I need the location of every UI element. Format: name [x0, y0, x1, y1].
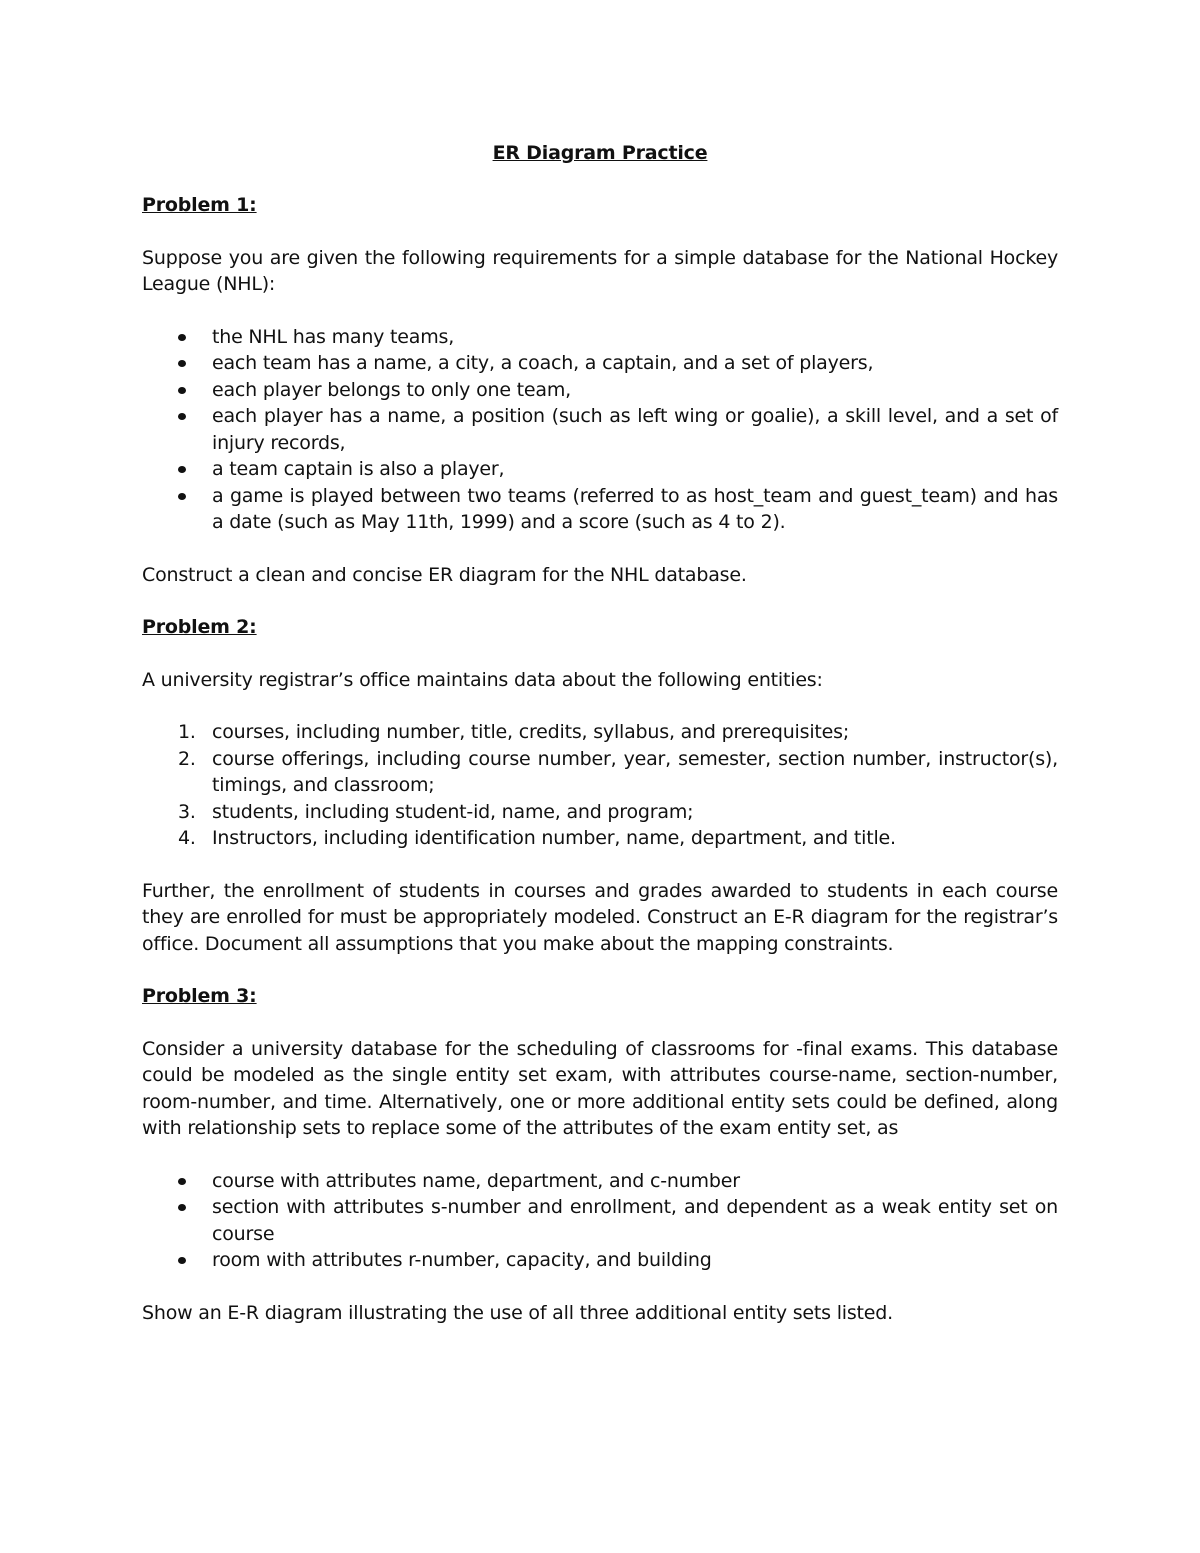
problem-3-entity-sets-list [142, 1168, 1058, 1274]
problem-1-requirements-list [142, 324, 1058, 536]
problem-3-task: Show an E-R diagram illustrating the use of all three additional entity sets listed. [142, 1301, 893, 1324]
list-item: course with attributes name, department, and c-number [142, 1168, 1058, 1195]
problem-2-section [142, 614, 1058, 957]
list-item-text: Instructors, including identification number, name, department, and title. [212, 827, 896, 849]
problem-1-section [142, 192, 1058, 588]
problem-1-heading: Problem 1: [142, 194, 257, 216]
list-item [142, 719, 1058, 746]
list-item [142, 825, 1058, 852]
list-item: the NHL has many teams, [142, 324, 1058, 351]
list-item: a team captain is also a player, [142, 456, 1058, 483]
list-item-text: courses, including number, title, credits, syllabus, and prerequisites; [212, 721, 850, 743]
problem-3-intro: Consider a university database for the scheduling of classrooms for -final exams. This database could be modeled as the single entity set exam, with attributes course-name, section-number, room-number, and time. Alternatively, one or more additional entity sets could be defined, along with relationship sets to replace some of the attributes of the exam entity set, as [142, 1037, 1058, 1139]
list-item: each team has a name, a city, a coach, a captain, and a set of players, [142, 350, 1058, 377]
list-item-number: 2. [178, 747, 196, 770]
list-item [142, 746, 1058, 799]
problem-2-heading: Problem 2: [142, 616, 257, 638]
list-item: section with attributes s-number and enrollment, and dependent as a weak entity set on course [142, 1194, 1058, 1247]
list-item-number: 4. [178, 827, 196, 849]
list-item-number: 1. [178, 721, 196, 743]
problem-2-task: Further, the enrollment of students in courses and grades awarded to students in each course they are enrolled for must be appropriately modeled. Construct an E-R diagram for the registrar’s office. Document all assumptions that you make about the mapping constraints. [142, 879, 1058, 955]
list-item-text: course offerings, including course number, year, semester, section number, instructor(s), timings, and classroom; [212, 747, 1058, 796]
problem-3-heading: Problem 3: [142, 985, 257, 1007]
list-item [142, 799, 1058, 826]
problem-2-entities-list [142, 719, 1058, 852]
problem-3-section [142, 983, 1058, 1326]
problem-2-intro: A university registrar’s office maintains data about the following entities: [142, 668, 823, 691]
list-item: each player belongs to only one team, [142, 377, 1058, 404]
problem-1-task: Construct a clean and concise ER diagram for the NHL database. [142, 563, 747, 586]
list-item-text: students, including student-id, name, and program; [212, 800, 694, 823]
list-item: each player has a name, a position (such as left wing or goalie), a skill level, and a set of injury records, [142, 403, 1058, 456]
list-item: a game is played between two teams (referred to as host_team and guest_team) and has a date (such as May 11th, 1999) and a score (such as 4 to 2). [142, 483, 1058, 536]
list-item: room with attributes r-number, capacity, and building [142, 1247, 1058, 1274]
document-content [142, 140, 1058, 1326]
page-title: ER Diagram Practice [492, 142, 708, 164]
list-item-number: 3. [178, 800, 196, 823]
problem-1-intro: Suppose you are given the following requirements for a simple database for the National Hockey League (NHL): [142, 246, 1058, 295]
